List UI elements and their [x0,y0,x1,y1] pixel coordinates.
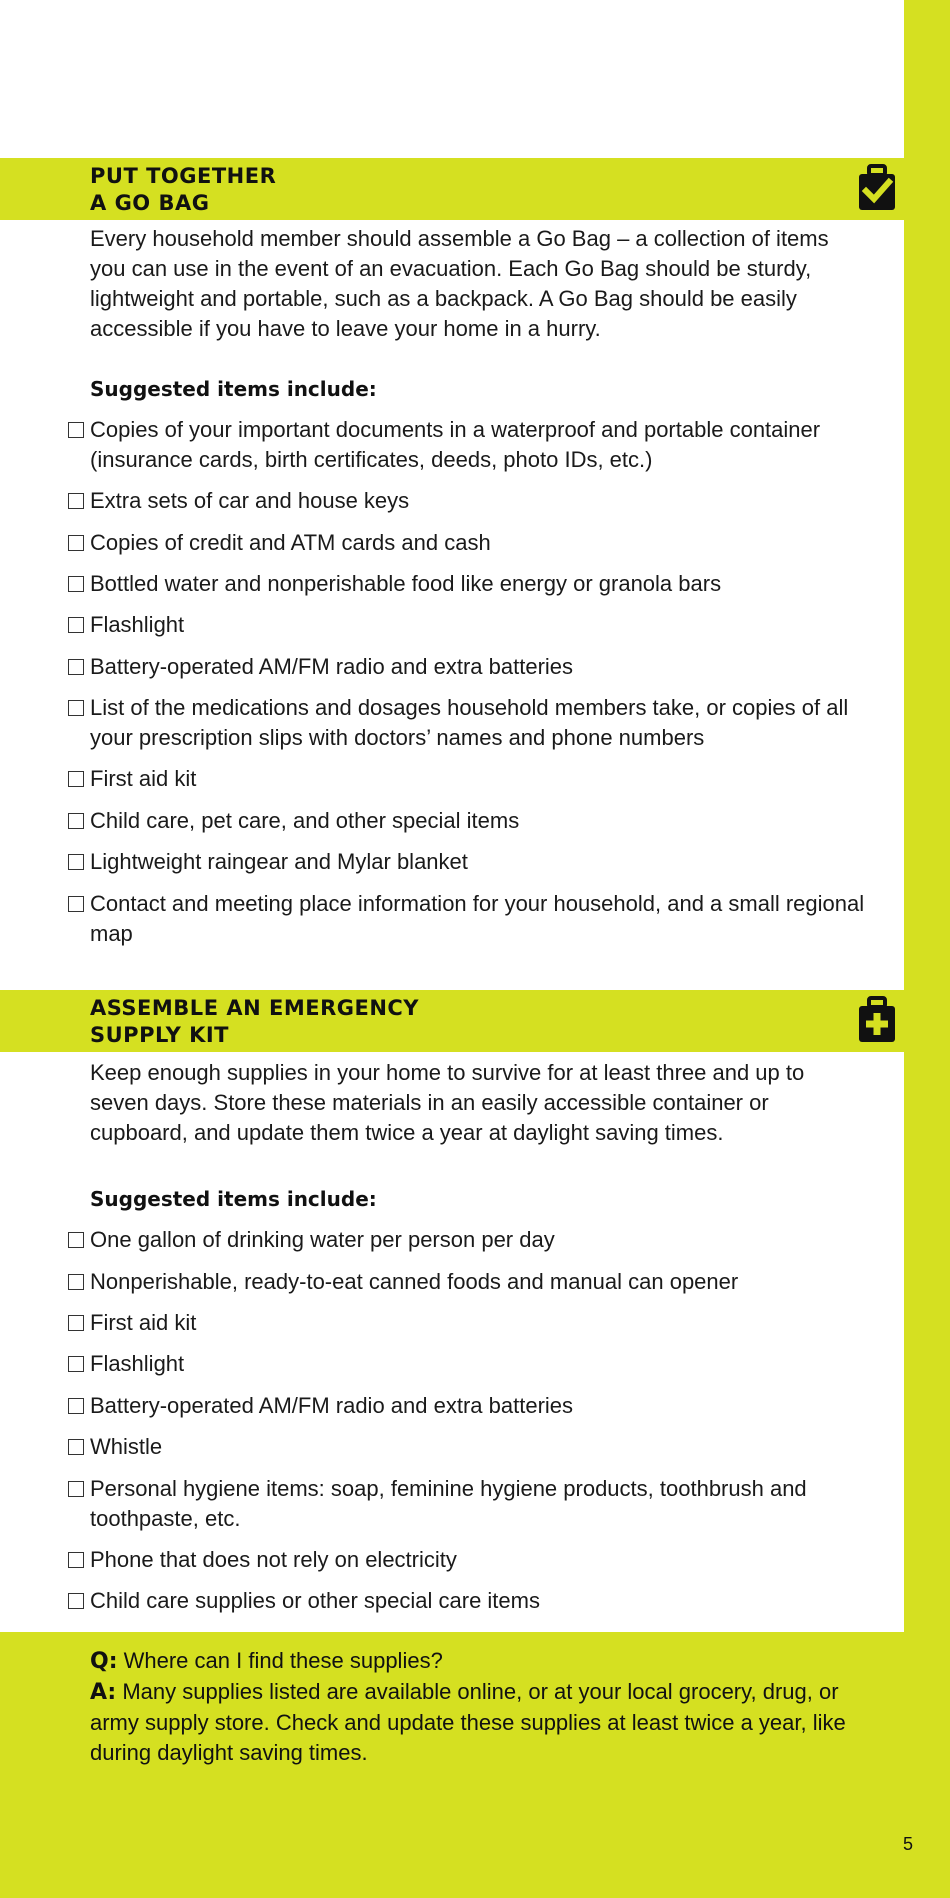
list-item-text: Child care, pet care, and other special items [90,808,520,833]
supply-kit-subheading: Suggested items include: [90,1187,377,1211]
list-item-text: Extra sets of car and house keys [90,488,410,513]
checkbox[interactable] [68,1315,84,1331]
list-item-text: Phone that does not rely on electricity [90,1547,457,1572]
checkbox[interactable] [68,1356,84,1372]
first-aid-kit-icon [857,996,897,1044]
checkbox[interactable] [68,535,84,551]
list-item-text: Child care supplies or other special care items [90,1588,540,1613]
right-accent-strip [904,0,950,1898]
qa-block [90,1646,880,1768]
list-item-text: Lightweight raingear and Mylar blanket [90,849,468,874]
checkbox[interactable] [68,854,84,870]
checkbox[interactable] [68,1481,84,1497]
go-bag-title-line-1: PUT TOGETHER [90,164,277,188]
go-bag-title [90,163,276,217]
checkbox[interactable] [68,1439,84,1455]
list-item-text: Battery-operated AM/FM radio and extra batteries [90,654,574,679]
question-text: Where can I find these supplies? [123,1648,443,1673]
supply-kit-intro: Keep enough supplies in your home to survive for at least three and up to seven days. Store these materials in an easily accessible container or cupboard, and update them twice a year at daylight saving times. [90,1060,805,1145]
list-item-text: Contact and meeting place information for your household, and a small regional map [90,891,865,946]
supply-kit-title-line-2: SUPPLY KIT [90,1023,229,1047]
list-item-text: First aid kit [90,1310,197,1335]
supply-kit-header-band [0,990,904,1052]
checkbox[interactable] [68,771,84,787]
checkbox[interactable] [68,1593,84,1609]
list-item-text: Battery-operated AM/FM radio and extra batteries [90,1393,574,1418]
checkbox[interactable] [68,1398,84,1414]
go-bag-intro: Every household member should assemble a Go Bag – a collection of items you can use in the event of an evacuation. Each Go Bag should be sturdy, lightweight and portable, such as a backpack. A Go Bag should be easily accessible if you have to leave your home in a hurry. [90,226,829,341]
page-number: 5 [903,1834,914,1854]
checkbox[interactable] [68,617,84,633]
list-item-text: Personal hygiene items: soap, feminine hygiene products, toothbrush and toothpaste, etc. [90,1476,807,1531]
checkbox[interactable] [68,659,84,675]
checked-bag-icon [857,164,897,212]
go-bag-title-line-2: A GO BAG [90,191,210,215]
checkbox[interactable] [68,813,84,829]
list-item-text: First aid kit [90,766,197,791]
list-item-text: List of the medications and dosages household members take, or copies of all your prescription slips with doctors’ names and phone numbers [90,695,849,750]
qa-question [90,1646,880,1677]
list-item-text: Whistle [90,1434,163,1459]
checkbox[interactable] [68,1232,84,1248]
qa-answer [90,1677,880,1768]
checkbox[interactable] [68,1274,84,1290]
checkbox[interactable] [68,493,84,509]
checkbox[interactable] [68,896,84,912]
list-item-text: Bottled water and nonperishable food like energy or granola bars [90,571,722,596]
checkbox[interactable] [68,422,84,438]
checkbox[interactable] [68,1552,84,1568]
list-item-text: Flashlight [90,1351,185,1376]
q-label: Q: [90,1649,118,1674]
go-bag-subheading: Suggested items include: [90,377,377,401]
list-item-text: Copies of your important documents in a waterproof and portable container (insurance cards, birth certificates, deeds, photo IDs, etc.) [90,417,821,472]
a-label: A: [90,1680,117,1705]
supply-kit-title [90,995,419,1049]
list-item-text: One gallon of drinking water per person per day [90,1227,555,1252]
list-item-text: Nonperishable, ready-to-eat canned foods and manual can opener [90,1269,739,1294]
checkbox[interactable] [68,576,84,592]
go-bag-header-band [0,158,904,220]
checkbox[interactable] [68,700,84,716]
list-item-text: Flashlight [90,612,185,637]
list-item-text: Copies of credit and ATM cards and cash [90,530,491,555]
answer-text: Many supplies listed are available online, or at your local grocery, drug, or army supply store. Check and update these supplies at least twice a year, like during daylight saving times. [90,1679,846,1765]
supply-kit-title-line-1: ASSEMBLE AN EMERGENCY [90,996,420,1020]
